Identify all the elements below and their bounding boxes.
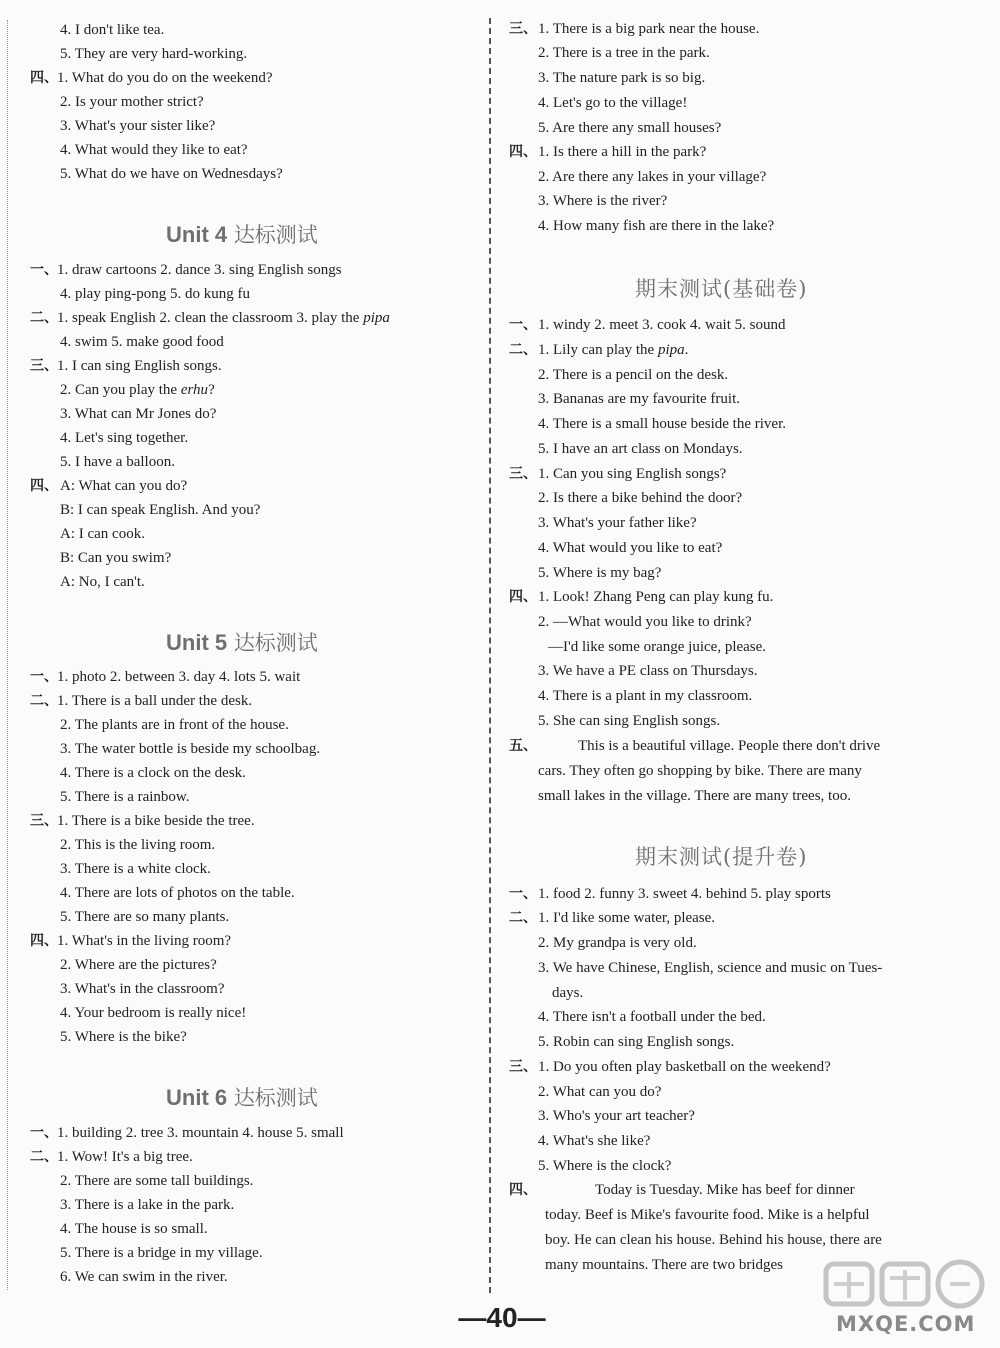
section-marker: 二、 [509, 910, 537, 926]
answer-text: 2. Is there a bike behind the door? [538, 490, 743, 506]
section-marker: 一、 [30, 262, 58, 278]
section-marker: 一、 [509, 886, 537, 902]
left-section-heading [166, 1084, 318, 1112]
answer-text: 5. Robin can sing English songs. [538, 1034, 735, 1050]
answer-text: 1. There is a bike beside the tree. [57, 813, 255, 829]
section-marker: 四、 [509, 589, 537, 605]
section-marker: 四、 [509, 144, 537, 160]
answer-text: 2. There is a tree in the park. [538, 45, 710, 61]
section-marker: 二、 [509, 342, 537, 358]
answer-text: 1. building 2. tree 3. mountain 4. house 5. small [57, 1125, 344, 1141]
answer-text: 4. There is a clock on the desk. [60, 765, 246, 781]
answer-text: A: No, I can't. [60, 574, 145, 590]
answer-text: 2. The plants are in front of the house. [60, 717, 289, 733]
section-marker: 三、 [509, 21, 537, 37]
unit-label: Unit 6 [166, 1085, 228, 1110]
answer-text: Today is Tuesday. Mike has beef for dinner [595, 1182, 855, 1198]
answer-text: small lakes in the village. There are many trees, too. [538, 788, 851, 804]
answer-text: 4. Let's go to the village! [538, 95, 688, 111]
answer-text: B: I can speak English. And you? [60, 502, 261, 518]
answer-text: 2. There are some tall buildings. [60, 1173, 254, 1189]
answer-text: 3. Bananas are my favourite fruit. [538, 391, 741, 407]
answer-text: 1. photo 2. between 3. day 4. lots 5. wait [57, 669, 301, 685]
answer-text: 2. Can you play the erhu? [60, 382, 215, 398]
column-divider [489, 18, 491, 1293]
section-marker: 三、 [30, 358, 58, 374]
left-section-heading [166, 221, 318, 249]
answer-text: 4. There is a plant in my classroom. [538, 688, 753, 704]
answer-text: 2. Where are the pictures? [60, 957, 217, 973]
answer-text: 5. There is a bridge in my village. [60, 1245, 263, 1261]
answer-text: 3. Where is the river? [538, 193, 668, 209]
answer-text: 1. What do you do on the weekend? [57, 70, 273, 86]
section-marker: 二、 [30, 693, 58, 709]
section-marker: 五、 [509, 738, 537, 754]
answer-text: 1. windy 2. meet 3. cook 4. wait 5. sound [538, 317, 786, 333]
answer-text: 1. There is a ball under the desk. [57, 693, 253, 709]
answer-text: 1. Is there a hill in the park? [538, 144, 707, 160]
section-marker: 二、 [30, 310, 58, 326]
answer-text: 1. speak English 2. clean the classroom 3. play the pipa [57, 310, 390, 326]
section-marker: 四、 [30, 70, 58, 86]
answer-text: 3. What's in the classroom? [60, 981, 225, 997]
answer-text: 4. What would they like to eat? [60, 142, 248, 158]
answer-text: 4. swim 5. make good food [60, 334, 224, 350]
answer-text: 5. I have an art class on Mondays. [538, 441, 743, 457]
answer-text: 3. We have a PE class on Thursdays. [538, 663, 758, 679]
answer-text: 1. There is a big park near the house. [538, 21, 760, 37]
answer-text: 4. How many fish are there in the lake? [538, 218, 775, 234]
unit-label: Unit 5 [166, 630, 228, 655]
section-marker: 一、 [509, 317, 537, 333]
section-marker: 四、 [509, 1182, 537, 1198]
answer-text: This is a beautiful village. People there don't drive [578, 738, 881, 754]
section-marker: 二、 [30, 1149, 58, 1165]
answer-text: 4. I don't like tea. [60, 22, 165, 38]
answer-text: 5. There is a rainbow. [60, 789, 190, 805]
answer-text: 4. What would you like to eat? [538, 540, 723, 556]
section-marker: 三、 [509, 466, 537, 482]
answer-text: 4. What's she like? [538, 1133, 651, 1149]
answer-text: 1. Lily can play the pipa. [538, 342, 689, 358]
answer-text: 1. I can sing English songs. [57, 358, 222, 374]
answer-text: 1. Look! Zhang Peng can play kung fu. [538, 589, 774, 605]
right-section-heading [635, 843, 807, 871]
answer-text: 5. Where is the clock? [538, 1158, 672, 1174]
answer-text: A: I can cook. [60, 526, 145, 542]
answer-text: 3. We have Chinese, English, science and music on Tues- [538, 960, 883, 976]
answer-text: 5. What do we have on Wednesdays? [60, 166, 283, 182]
answer-text: 5. There are so many plants. [60, 909, 230, 925]
answer-text: A: What can you do? [60, 478, 188, 494]
answer-text: 1. food 2. funny 3. sweet 4. behind 5. play sports [538, 886, 831, 902]
section-marker: 一、 [30, 1125, 58, 1141]
heading-title: 达标测试 [233, 1086, 318, 1110]
watermark-text: MXQE.COM [836, 1312, 976, 1336]
unit-label: Unit 4 [166, 222, 228, 247]
answer-text: 5. Where is my bag? [538, 565, 662, 581]
heading-title: 期末测试(基础卷) [635, 277, 808, 301]
answer-text: today. Beef is Mike's favourite food. Mike is a helpful [545, 1207, 870, 1223]
answer-text: 2. —What would you like to drink? [538, 614, 752, 630]
answer-text: 4. There isn't a football under the bed. [538, 1009, 766, 1025]
section-marker: 一、 [30, 669, 58, 685]
answer-text: 3. What can Mr Jones do? [60, 406, 217, 422]
answer-text: 4. There is a small house beside the river. [538, 416, 786, 432]
answer-text: 2. Are there any lakes in your village? [538, 169, 767, 185]
answer-text: 3. There is a white clock. [60, 861, 211, 877]
answer-text: 2. There is a pencil on the desk. [538, 367, 729, 383]
heading-title: 期末测试(提升卷) [635, 845, 808, 869]
answer-text: 2. Is your mother strict? [60, 94, 204, 110]
answer-text: 5. She can sing English songs. [538, 713, 721, 729]
section-marker: 三、 [509, 1059, 537, 1075]
answer-text: 1. draw cartoons 2. dance 3. sing English songs [57, 262, 342, 278]
answer-text: 3. Who's your art teacher? [538, 1108, 695, 1124]
answer-text: many mountains. There are two bridges [545, 1257, 783, 1273]
section-marker: 三、 [30, 813, 58, 829]
answer-text: 2. What can you do? [538, 1084, 662, 1100]
answer-text: 5. They are very hard-working. [60, 46, 248, 62]
answer-text: 2. This is the living room. [60, 837, 216, 853]
heading-title: 达标测试 [233, 631, 318, 655]
answer-text: 5. Where is the bike? [60, 1029, 187, 1045]
answer-text: 4. The house is so small. [60, 1221, 208, 1237]
answer-text: 3. The water bottle is beside my schoolbag. [60, 741, 321, 757]
answer-text: 1. Can you sing English songs? [538, 466, 727, 482]
answer-text: 4. There are lots of photos on the table. [60, 885, 295, 901]
answer-text: 4. play ping-pong 5. do kung fu [60, 286, 250, 302]
right-section-heading [635, 275, 807, 303]
answer-text: 1. Do you often play basketball on the weekend? [538, 1059, 831, 1075]
page-number: —40— [458, 1302, 546, 1333]
left-section-heading [166, 629, 318, 657]
answer-text: 4. Let's sing together. [60, 430, 189, 446]
answer-text: days. [552, 985, 584, 1001]
answer-text: 1. Wow! It's a big tree. [57, 1149, 193, 1165]
answer-text: 3. The nature park is so big. [538, 70, 706, 86]
answer-text: 6. We can swim in the river. [60, 1269, 228, 1285]
section-marker: 四、 [30, 478, 58, 494]
answer-text: 5. I have a balloon. [60, 454, 175, 470]
answer-text: B: Can you swim? [60, 550, 172, 566]
section-marker: 四、 [30, 933, 58, 949]
answer-text: 5. Are there any small houses? [538, 120, 722, 136]
answer-text: —I'd like some orange juice, please. [548, 639, 767, 655]
heading-title: 达标测试 [233, 223, 318, 247]
answer-text: 4. Your bedroom is really nice! [60, 1005, 247, 1021]
answer-text: cars. They often go shopping by bike. There are many [538, 763, 862, 779]
answer-text: 3. What's your father like? [538, 515, 697, 531]
answer-text: 1. I'd like some water, please. [538, 910, 716, 926]
answer-text: 2. My grandpa is very old. [538, 935, 697, 951]
answer-text: 1. What's in the living room? [57, 933, 232, 949]
answer-text: 3. What's your sister like? [60, 118, 216, 134]
page-edge [7, 20, 8, 1290]
answer-text: 3. There is a lake in the park. [60, 1197, 235, 1213]
answer-text: boy. He can clean his house. Behind his house, there are [545, 1232, 882, 1248]
